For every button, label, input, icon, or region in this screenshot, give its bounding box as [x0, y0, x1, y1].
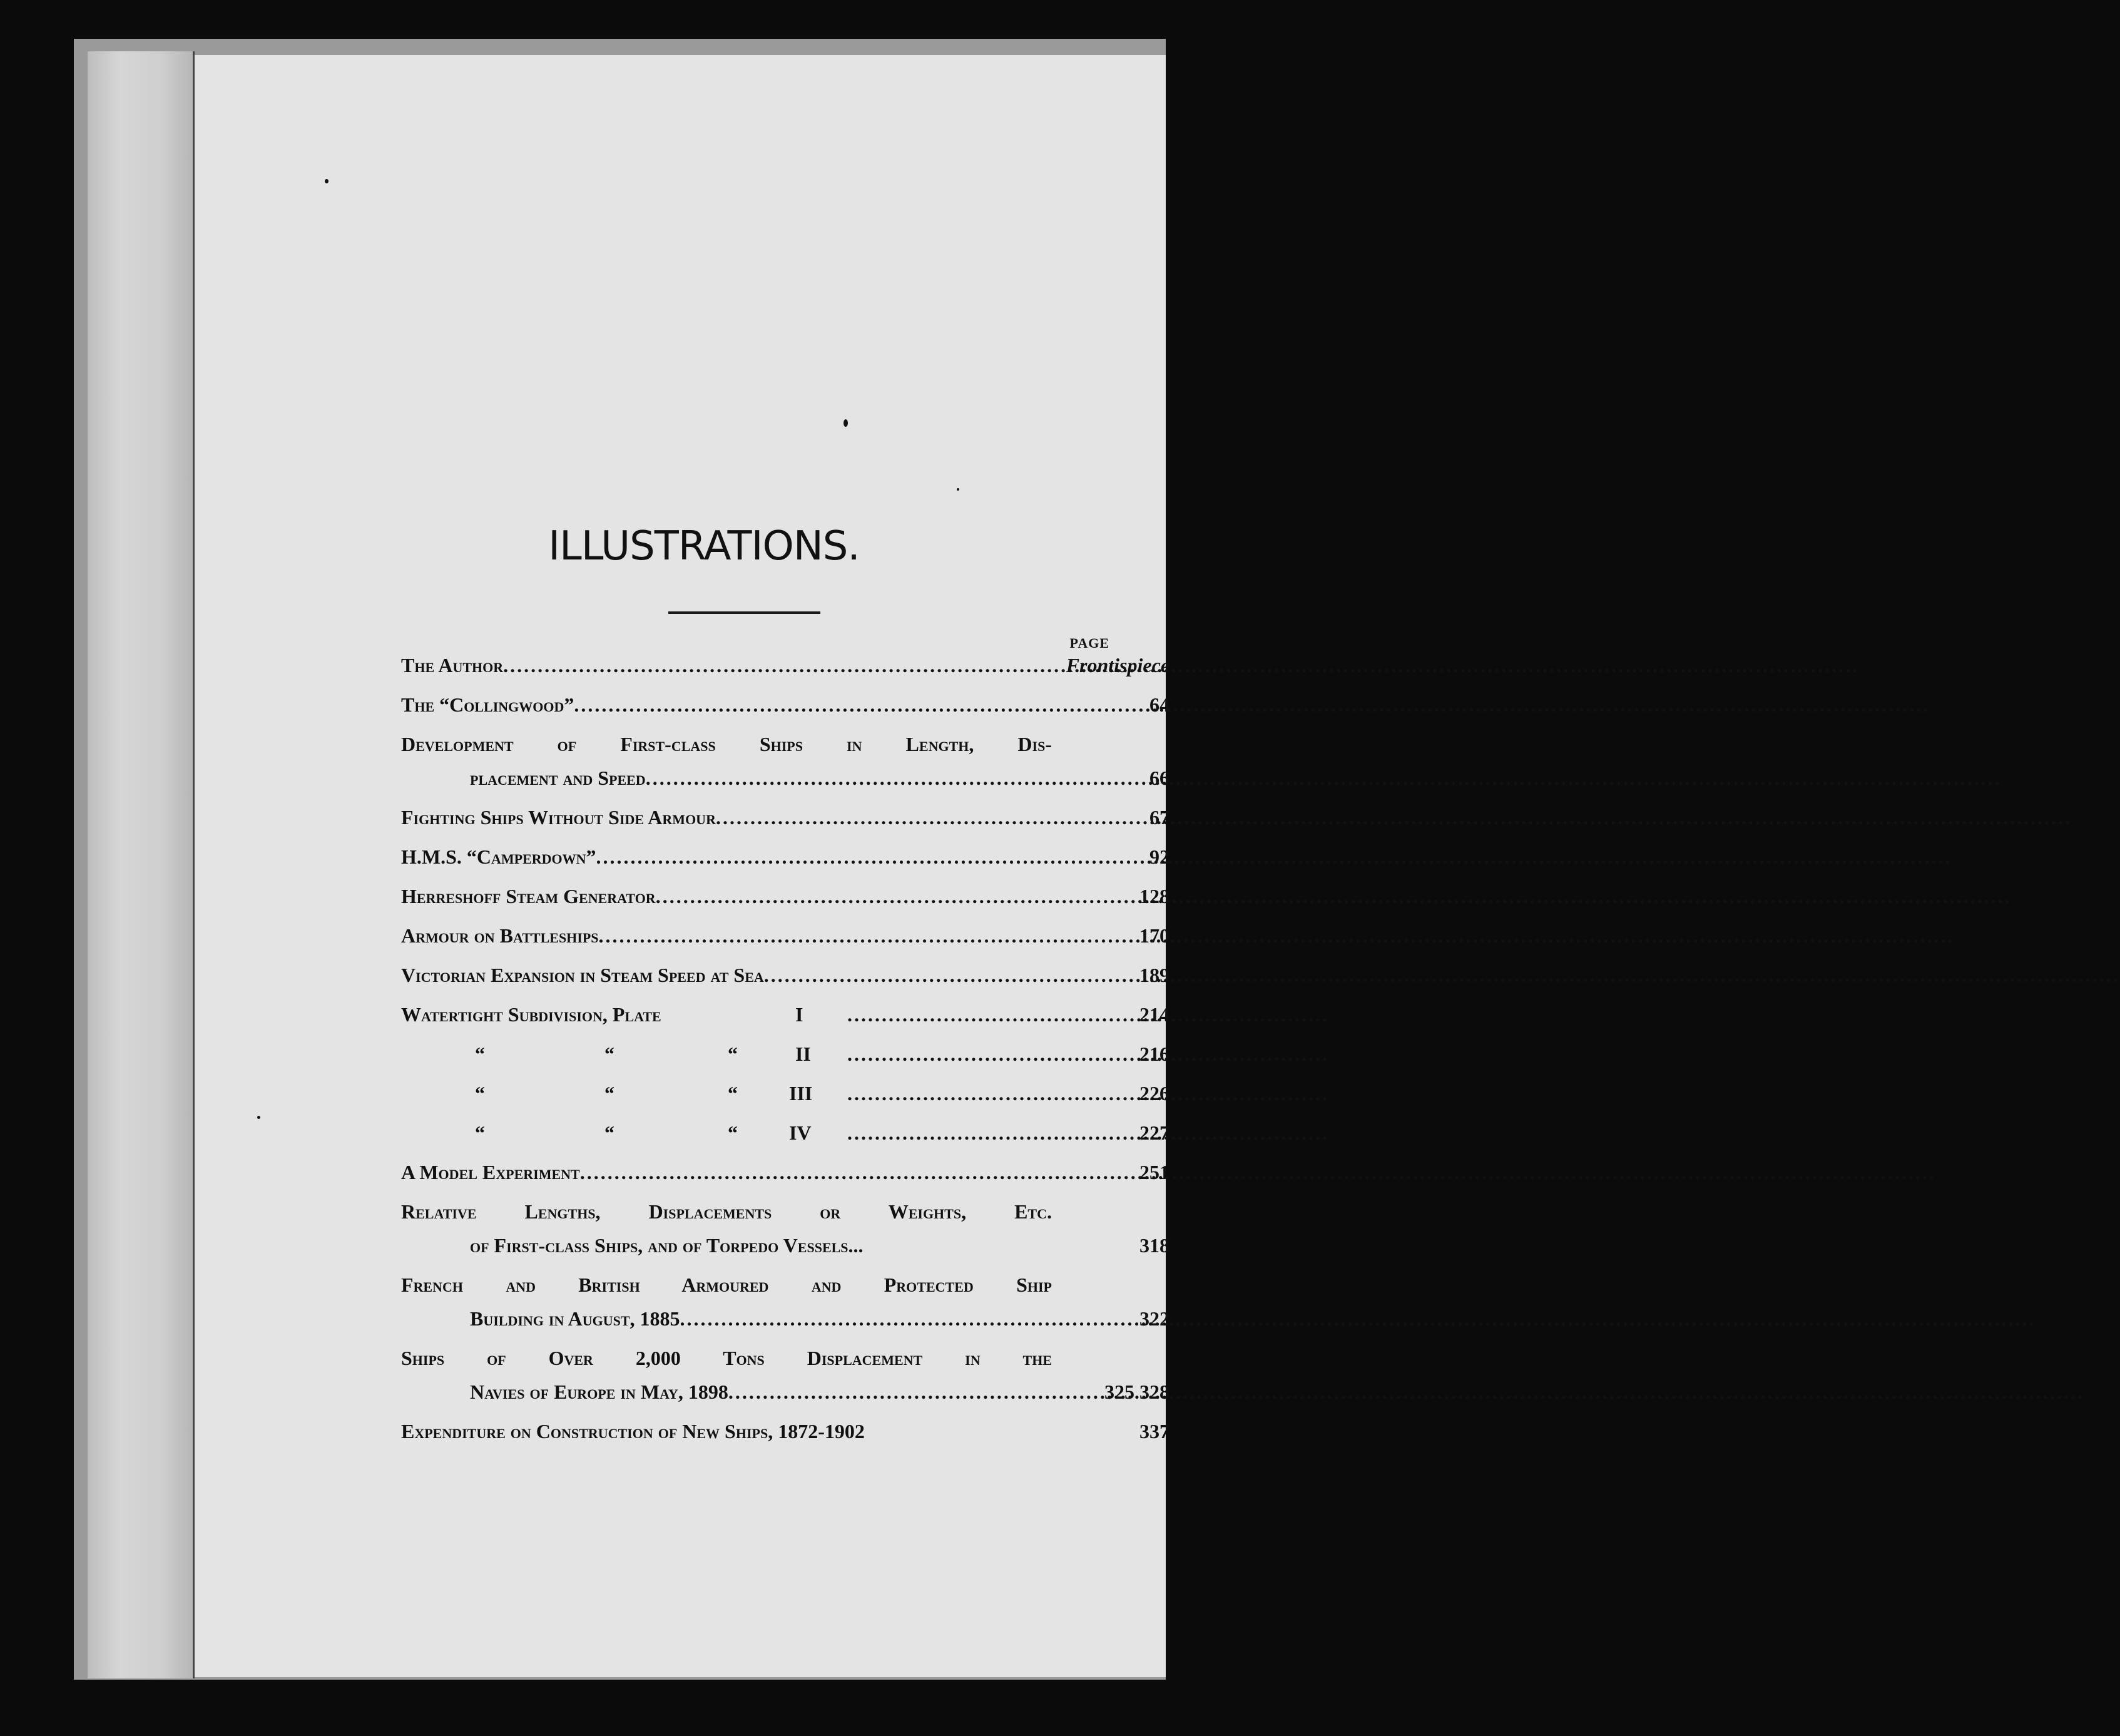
leader-dots [599, 916, 1955, 956]
ditto-mark: “ [475, 1082, 485, 1105]
entry-page: 170 [1139, 924, 1170, 947]
entry-page: 251 [1139, 1161, 1170, 1183]
list-item [401, 1034, 1170, 1074]
leader-dots [847, 1113, 1052, 1153]
leader-dots [847, 1034, 1052, 1074]
list-item [401, 725, 1170, 798]
plate-number: II [795, 1043, 811, 1065]
entry-label-continued: placement and Speed [470, 767, 646, 789]
entry-label: Herreshoff Steam Generator [401, 885, 656, 907]
list-item [401, 837, 1170, 877]
page-speck [957, 488, 959, 491]
list-item [401, 877, 1170, 916]
page-speck [843, 419, 848, 427]
entry-label: The “Collingwood” [401, 693, 574, 716]
entry-page: 92 [1149, 845, 1170, 868]
entry-page: 214 [1139, 1003, 1170, 1026]
list-item [401, 1412, 1170, 1451]
entry-page: 322 [1139, 1307, 1170, 1330]
list-item [401, 1153, 1170, 1192]
ditto-mark: “ [604, 1043, 614, 1065]
entry-page: 128 [1139, 885, 1170, 907]
leader-dots [680, 1299, 2036, 1339]
list-item [401, 1192, 1170, 1265]
list-item [401, 1339, 1170, 1412]
ditto-mark: “ [604, 1121, 614, 1144]
page-column-header: PAGE [1069, 635, 1109, 651]
list-item [401, 685, 1170, 725]
entry-label: Watertight Subdivision, Plate [401, 1003, 661, 1026]
leader-dots [503, 646, 1859, 685]
list-item [401, 995, 1170, 1034]
page-title: ILLUSTRATIONS. [548, 523, 860, 569]
ditto-mark: “ [604, 1082, 614, 1105]
list-item [401, 1265, 1170, 1339]
page-speck [325, 179, 329, 183]
entry-label: The Author [401, 654, 504, 677]
entry-label-continued: Navies of Europe in May, 1898 [470, 1381, 728, 1403]
leader-dots [656, 877, 2012, 916]
entry-label: French and British Armoured and Protected Ship [401, 1274, 1052, 1296]
page-speck [257, 1116, 260, 1119]
list-item [401, 916, 1170, 956]
entry-page: Frontispiece [1066, 654, 1170, 677]
list-item [401, 1113, 1170, 1153]
entry-label: H.M.S. “Camperdown” [401, 845, 596, 868]
leader-dots [580, 1153, 1936, 1192]
leader-dots [596, 837, 1952, 877]
ditto-mark: “ [728, 1082, 738, 1105]
leader-dots [646, 758, 2002, 798]
list-item [401, 1074, 1170, 1113]
entry-label: Expenditure on Construction of New Ships, 1872-1902 [401, 1420, 865, 1442]
leader-dots [847, 995, 1052, 1034]
facing-page-edge [88, 51, 195, 1678]
entry-page: 189 [1139, 964, 1170, 986]
entry-label: Development of First-class Ships in Length, Dis- [401, 733, 1052, 755]
title-rule [668, 611, 820, 614]
entry-page: 318 [1139, 1234, 1170, 1257]
ditto-mark: “ [728, 1043, 738, 1065]
list-item [401, 646, 1170, 685]
book-page [195, 55, 1170, 1677]
leader-dots [716, 798, 2072, 837]
leader-dots [764, 956, 2120, 995]
entry-page: 337 [1139, 1420, 1170, 1442]
ditto-mark: “ [728, 1121, 738, 1144]
entry-page: 216 [1139, 1043, 1170, 1065]
plate-number: I [795, 1003, 803, 1026]
leader-dots [847, 1074, 1052, 1113]
entry-label: Fighting Ships Without Side Armour [401, 806, 716, 829]
entry-page: 64 [1149, 693, 1170, 716]
entry-page: 325 328 [1104, 1381, 1170, 1403]
entry-label: Ships of Over 2,000 Tons Displacement in the [401, 1347, 1052, 1369]
entry-page: 67 [1149, 806, 1170, 829]
entry-label: Armour on Battleships [401, 924, 599, 947]
entry-label: Victorian Expansion in Steam Speed at Sea [401, 964, 764, 986]
entry-label: A Model Experiment [401, 1161, 580, 1183]
list-item [401, 798, 1170, 837]
leader-dots [574, 685, 1930, 725]
leader-dots [728, 1372, 2084, 1412]
entry-page: 66 [1149, 767, 1170, 789]
ditto-mark: “ [475, 1121, 485, 1144]
plate-number: IV [789, 1121, 812, 1144]
entry-label-continued: of First-class Ships, and of Torpedo Vessels... [470, 1234, 864, 1257]
entry-page: 227 [1139, 1121, 1170, 1144]
entry-page: 226 [1139, 1082, 1170, 1105]
list-item [401, 956, 1170, 995]
illustrations-list [401, 646, 1170, 1451]
entry-label: Relative Lengths, Displacements or Weights, Etc. [401, 1200, 1052, 1223]
plate-number: III [789, 1082, 813, 1105]
ditto-mark: “ [475, 1043, 485, 1065]
entry-label-continued: Building in August, 1885 [470, 1307, 680, 1330]
